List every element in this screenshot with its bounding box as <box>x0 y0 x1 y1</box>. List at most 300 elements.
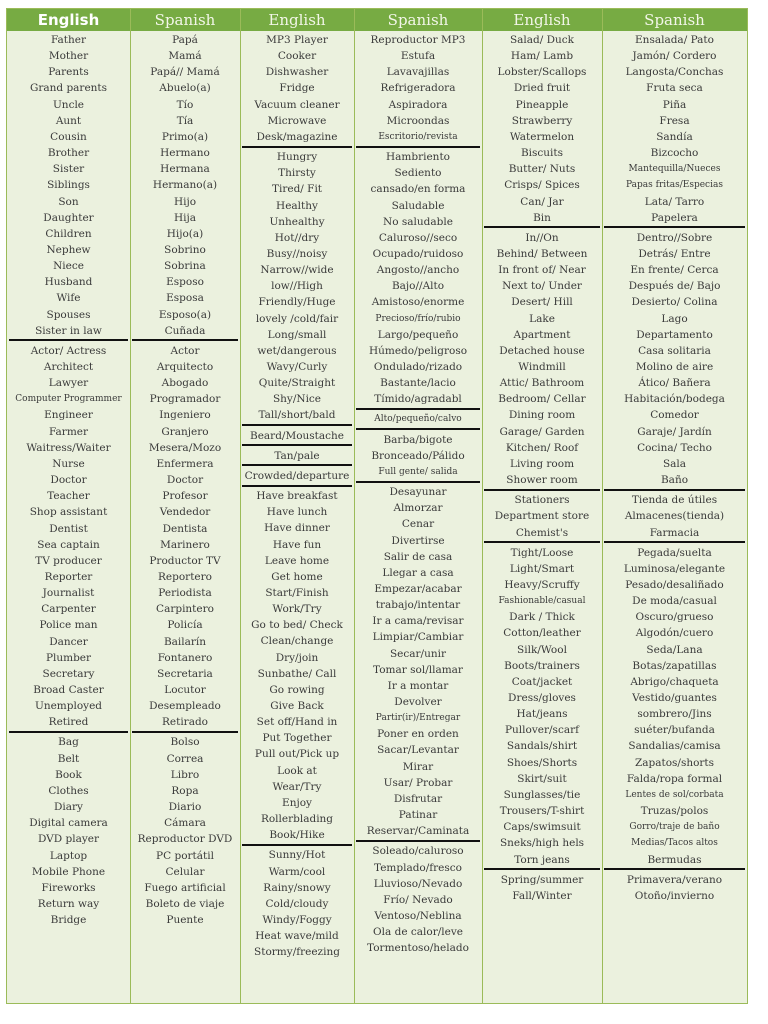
vocab-item: Wavy/Curly <box>266 361 328 373</box>
vocab-item: Windy/Foggy <box>262 913 332 926</box>
vocab-item: Carpintero <box>156 603 214 616</box>
vocab-item: Tan/pale <box>274 449 320 462</box>
vocab-item: Tired/ Fit <box>271 183 323 196</box>
vocab-item: Papas fritas/Especias <box>626 180 723 191</box>
vocab-item: Enfermera <box>156 457 214 470</box>
vocab-item: Grand parents <box>29 82 108 95</box>
group-separator <box>9 339 128 341</box>
vocab-item: Caps/swimsuit <box>503 821 581 834</box>
vocab-item: Divertirse <box>391 534 445 547</box>
vocab-item: Lavavajillas <box>386 66 450 79</box>
vocab-item: Fireworks <box>41 881 96 894</box>
vocab-item: Jamón/ Cordero <box>632 50 717 63</box>
vocab-item: Son <box>58 195 79 208</box>
vocab-item: Go rowing <box>269 683 325 696</box>
vocab-item: Daughter <box>43 211 94 224</box>
vocab-item: Can/ Jar <box>520 195 564 208</box>
vocab-item: Ir a montar <box>387 679 449 692</box>
vocab-item: Secretary <box>42 667 95 680</box>
vocab-item: Largo/pequeño <box>377 328 459 341</box>
vocab-item: suéter/bufanda <box>634 724 715 737</box>
group-separator <box>484 868 600 870</box>
vocab-item: Dry/join <box>275 651 319 664</box>
vocab-item: sombrero/Jins <box>637 708 712 721</box>
vocab-item: Lobster/Scallops <box>497 66 587 79</box>
vocab-item: Shower room <box>506 474 578 487</box>
vocab-item: Locutor <box>164 684 206 696</box>
group-separator <box>356 408 480 410</box>
vocab-item: Strawberry <box>511 114 573 127</box>
vocab-item: Diary <box>54 801 83 814</box>
vocab-item: Return way <box>37 897 100 910</box>
vocab-item: Saludable <box>391 199 445 212</box>
vocab-item: Have dinner <box>264 522 330 535</box>
group-separator <box>604 489 745 491</box>
vocab-item: Algodón/cuero <box>635 627 714 640</box>
vocab-item: Cenar <box>401 518 435 531</box>
vocab-item: Doctor <box>50 474 87 487</box>
header-spanish-2: Spanish <box>387 11 449 29</box>
vocab-item: Garage/ Garden <box>499 425 585 438</box>
header-row <box>7 9 747 31</box>
vocab-item: Desempleado <box>149 700 221 713</box>
vocab-item: Diario <box>168 801 202 814</box>
vocab-item: Cocina/ Techo <box>637 441 712 454</box>
vocab-item: Reportero <box>158 570 212 583</box>
vocab-item: Butter/ Nuts <box>508 163 576 176</box>
vocab-item: Farmer <box>48 425 89 438</box>
vocab-item: Brother <box>47 147 90 160</box>
vocab-item: Puente <box>166 914 204 927</box>
vocab-item: Crisps/ Spices <box>504 179 580 192</box>
vocab-item: Esposo(a) <box>158 308 212 321</box>
vocab-item: Put Together <box>262 732 332 745</box>
vocab-item: Sister <box>52 163 85 176</box>
vocab-item: cansado/en forma <box>370 183 466 196</box>
vocab-item: Esposo <box>166 276 204 289</box>
vocab-item: Arquitecto <box>156 361 214 373</box>
vocab-item: PC portátil <box>156 849 214 862</box>
vocab-item: Parents <box>48 66 89 79</box>
vocab-item: Carpenter <box>41 603 96 616</box>
vocab-item: Spouses <box>46 308 91 321</box>
header-spanish-1: Spanish <box>154 11 216 29</box>
vocab-item: Secar/unir <box>389 647 446 660</box>
vocab-item: Abuelo(a) <box>159 82 211 95</box>
vocab-item: Desert/ Hill <box>511 296 573 309</box>
vocab-item: Sandía <box>656 130 693 143</box>
vocab-item: Bolso <box>170 736 200 749</box>
vocab-item: Thirsty <box>278 167 316 180</box>
vocab-item: Shop assistant <box>29 506 108 519</box>
vocab-item: Botas/zapatillas <box>632 659 717 672</box>
vocab-item: Policía <box>167 619 203 632</box>
vocab-item: Detached house <box>499 344 585 357</box>
vocab-item: Ventoso/Neblina <box>374 909 462 922</box>
vocab-item: Llegar a casa <box>382 566 454 579</box>
vocab-item: Hermano(a) <box>152 179 218 192</box>
vocab-item: Ondulado/rizado <box>373 361 463 373</box>
vocab-item: Book/Hike <box>269 829 325 842</box>
vocab-item: Beard/Moustache <box>249 429 345 442</box>
vocab-item: Have lunch <box>266 506 328 519</box>
vocab-item: Medias/Tacos altos <box>631 838 718 849</box>
vocab-item: Sunbathe/ Call <box>257 667 337 680</box>
vocab-item: Sea captain <box>37 538 100 551</box>
vocab-item: Escritorio/revista <box>378 131 458 142</box>
vocab-item: Sediento <box>394 167 442 180</box>
vocab-item: Salad/ Duck <box>509 34 575 46</box>
vocab-item: Warm/cool <box>268 865 326 878</box>
vocab-item: In front of/ Near <box>498 264 586 277</box>
vocab-item: Sobrina <box>164 260 206 273</box>
vocab-item: Pullover/scarf <box>504 724 579 737</box>
vocab-item: Clothes <box>48 784 89 797</box>
vocab-item: Papá// Mamá <box>150 66 220 79</box>
vocab-item: Have fun <box>272 538 322 551</box>
vocab-item: DVD player <box>37 833 100 846</box>
vocab-item: Apartment <box>513 328 571 341</box>
vocab-item: Plumber <box>45 651 92 664</box>
vocab-item: Engineer <box>44 409 93 422</box>
group-separator <box>604 226 745 228</box>
vocab-item: Uncle <box>52 98 85 111</box>
vocab-item: Oscuro/grueso <box>635 611 714 624</box>
vocab-item: Celular <box>165 865 205 878</box>
vocab-item: Hermano <box>160 147 210 160</box>
vocab-item: Reproductor DVD <box>137 833 233 846</box>
vocab-item: Retirado <box>161 716 209 729</box>
vocab-item: Niece <box>53 260 84 273</box>
vocab-item: Start/Finish <box>265 586 329 599</box>
vocab-item: Poner en orden <box>377 728 459 741</box>
vocab-item: Lluvioso/Nevado <box>373 877 463 890</box>
vocab-item: Trousers/T-shirt <box>499 805 585 818</box>
vocab-item: Hijo <box>173 195 197 208</box>
vocab-item: Hija <box>173 211 197 224</box>
vocab-item: Farmacia <box>649 526 700 539</box>
group-separator <box>356 481 480 483</box>
vocab-item: Pineapple <box>515 98 569 111</box>
vocab-item: Fresa <box>659 114 690 127</box>
header-english-1: English <box>37 11 100 29</box>
vocab-item: Watermelon <box>509 130 575 143</box>
group-separator <box>132 339 238 341</box>
vocab-item: Truzas/polos <box>640 805 709 818</box>
vocab-item: Unemployed <box>34 700 103 713</box>
vocab-item: Coat/jacket <box>511 675 573 688</box>
vocab-item: Microondas <box>386 114 450 127</box>
vocab-item: Sunglasses/tie <box>503 788 581 801</box>
vocab-item: Bastante/lacio <box>380 377 456 390</box>
vocab-item: Ropa <box>171 784 199 797</box>
vocab-item: Hat/jeans <box>516 708 568 721</box>
vocab-item: Pesado/desaliñado <box>625 578 724 591</box>
group-separator <box>604 541 745 543</box>
vocab-item: Clean/change <box>260 635 334 648</box>
vocab-item: Shy/Nice <box>272 393 322 406</box>
vocab-item: Departamento <box>636 328 713 341</box>
vocab-item: Dress/gloves <box>508 692 576 704</box>
vocab-item: Luminosa/elegante <box>623 562 726 575</box>
vocab-item: Aspiradora <box>388 98 448 111</box>
vocab-item: Reproductor MP3 <box>370 34 466 46</box>
vocab-item: Hermana <box>160 163 210 176</box>
vocab-item: Go to bed/ Check <box>251 619 343 632</box>
vocab-item: Get home <box>271 570 323 583</box>
vocab-item: Full gente/ salida <box>378 466 458 477</box>
vocab-item: Stormy/freezing <box>254 946 340 959</box>
vocab-item: Tía <box>176 114 194 127</box>
vocab-item: TV producer <box>35 554 102 567</box>
vocab-item: Limpiar/Cambiar <box>372 631 464 644</box>
vocab-item: In//On <box>525 231 559 244</box>
vocab-item: Periodista <box>158 587 212 600</box>
vocab-item: Templado/fresco <box>374 861 462 874</box>
vocab-item: Baño <box>660 474 689 487</box>
vocab-item: Precioso/frío/rubio <box>375 313 461 324</box>
vocab-item: Computer Programmer <box>15 394 122 405</box>
vocab-item: Rollerblading <box>260 813 334 826</box>
vocab-item: Bizcocho <box>650 147 699 160</box>
vocab-item: Lake <box>529 312 555 325</box>
vocab-item: Fontanero <box>157 651 213 664</box>
vocab-item: Journalist <box>42 587 95 600</box>
vocab-item: Secretaria <box>157 667 213 680</box>
vocab-item: Devolver <box>394 696 442 708</box>
vocab-item: Cotton/leather <box>503 627 581 640</box>
vocab-item: Lawyer <box>48 377 89 390</box>
vocab-item: Friendly/Huge <box>258 296 336 309</box>
vocab-item: Police man <box>39 619 98 632</box>
vocab-item: Primavera/verano <box>626 873 723 886</box>
vocab-item: Aunt <box>55 114 82 127</box>
vocab-item: Unhealthy <box>269 215 325 228</box>
vocab-item: Dark / Thick <box>509 611 575 624</box>
vocab-item: Architect <box>43 361 94 373</box>
vocab-item: Fridge <box>279 82 315 95</box>
vocab-item: Behind/ Between <box>496 247 588 260</box>
vocab-item: Tímido/agradabl <box>374 393 462 406</box>
vocab-item: Usar/ Probar <box>383 776 453 789</box>
header-english-2: English <box>268 11 326 29</box>
vocab-item: Shoes/Shorts <box>506 756 578 769</box>
vocab-item: Stationers <box>514 494 570 507</box>
vocab-item: Healthy <box>276 199 318 212</box>
vocab-item: Ir a cama/revisar <box>372 615 464 628</box>
vocab-item: Ensalada/ Pato <box>635 34 714 46</box>
vocab-item: wet/dangerous <box>257 344 337 357</box>
group-separator <box>356 840 480 842</box>
vocab-item: Esposa <box>166 292 204 305</box>
vocab-item: Mobile Phone <box>31 865 106 878</box>
vocab-item: Mamá <box>168 50 202 63</box>
vocab-item: Ingeniero <box>159 409 211 422</box>
vocab-item: Falda/ropa formal <box>626 772 723 785</box>
vocab-item: Husband <box>44 276 93 289</box>
vocab-item: Empezar/acabar <box>374 582 462 595</box>
vocab-item: Fall/Winter <box>512 889 572 902</box>
vocab-item: Estufa <box>400 50 436 63</box>
vocab-item: Caluroso//seco <box>378 231 458 244</box>
vocab-item: Lago <box>661 312 688 325</box>
vocab-item: Zapatos/shorts <box>634 756 715 769</box>
vocab-item: Lentes de sol/corbata <box>625 789 724 800</box>
vocab-item: Department store <box>494 510 590 523</box>
vocab-item: Fuego artificial <box>144 881 226 894</box>
vocab-item: Leave home <box>264 554 330 567</box>
vocab-item: lovely /cold/fair <box>255 312 339 325</box>
vocab-item: Heavy/Scruffy <box>504 578 580 591</box>
vocab-item: Dining room <box>508 409 576 422</box>
vocab-item: Seda/Lana <box>646 643 703 656</box>
vocab-item: Detrás/ Entre <box>638 247 711 260</box>
vocab-item: Tío <box>176 98 194 111</box>
vocab-item: Ola de calor/leve <box>373 926 463 939</box>
vocab-item: Pull out/Pick up <box>254 748 340 761</box>
vocab-item: De moda/casual <box>632 595 717 608</box>
group-separator <box>242 424 352 426</box>
vocab-item: Silk/Wool <box>517 643 567 656</box>
group-separator <box>9 731 128 733</box>
vocab-item: Granjero <box>161 425 209 438</box>
vocab-item: Doctor <box>166 474 204 487</box>
vocab-item: trabajo/intentar <box>375 599 461 612</box>
vocab-item: Nurse <box>52 457 85 470</box>
vocab-item: Barba/bigote <box>383 433 453 446</box>
vocab-item: MP3 Player <box>266 34 328 46</box>
vocab-item: Cold/cloudy <box>265 897 329 910</box>
vocab-item: Abogado <box>161 377 209 390</box>
vocab-item: Habitación/bodega <box>624 393 725 406</box>
vocab-item: Bedroom/ Cellar <box>498 393 586 406</box>
vocab-item: Después de/ Bajo <box>628 280 721 293</box>
vocab-item: Correa <box>166 752 204 765</box>
vocab-item: Sunny/Hot <box>268 849 326 862</box>
vocab-item: Vestido/guantes <box>632 692 717 704</box>
vocab-item: Sala <box>662 457 687 470</box>
vocab-item: Ático/ Bañera <box>638 377 711 390</box>
vocab-item: Siblings <box>47 179 90 192</box>
vocab-item: No saludable <box>383 215 453 228</box>
vocab-item: Sobrino <box>164 243 206 256</box>
vocab-item: Broad Caster <box>33 684 104 696</box>
vocab-item: Vacuum cleaner <box>254 98 340 111</box>
vocab-item: Digital camera <box>29 817 108 830</box>
vocab-item: Sandalias/camisa <box>628 740 721 753</box>
vocab-item: Cousin <box>50 130 87 143</box>
vocab-item: En frente/ Cerca <box>630 264 719 277</box>
group-separator <box>356 428 480 430</box>
vocab-item: Mirar <box>402 760 434 773</box>
vocab-item: Waitress/Waiter <box>26 441 111 454</box>
vocab-item: Sandals/shirt <box>506 740 578 753</box>
vocab-item: Bermudas <box>647 853 702 866</box>
vocab-item: Bag <box>58 736 79 749</box>
vocab-item: Amistoso/enorme <box>371 296 465 309</box>
vocab-item: low//High <box>271 280 323 293</box>
vocab-item: Soleado/caluroso <box>372 845 464 858</box>
group-separator <box>356 146 480 148</box>
vocab-item: Tormentoso/helado <box>367 942 469 955</box>
vocab-item: Bronceado/Pálido <box>371 449 465 462</box>
vocab-item: Bajo//Alto <box>391 280 445 293</box>
vocab-item: Primo(a) <box>161 130 209 143</box>
vocab-item: Abrigo/chaqueta <box>630 675 719 688</box>
group-separator <box>484 226 600 228</box>
vocab-item: Heat wave/mild <box>255 930 339 943</box>
vocab-item: Piña <box>662 98 687 111</box>
vocab-item: Bin <box>533 211 551 224</box>
vocab-item: Dentro//Sobre <box>636 231 713 244</box>
vocab-item: Tienda de útiles <box>631 494 718 507</box>
vocab-item: Mantequilla/Nueces <box>628 164 721 175</box>
vocab-item: Angosto//ancho <box>376 264 460 277</box>
vocab-item: Long/small <box>267 328 327 341</box>
vocab-item: Ocupado/ruidoso <box>372 247 464 260</box>
vocab-item: Crowded/departure <box>244 469 350 482</box>
vocab-item: Torn jeans <box>514 853 570 866</box>
vocab-item: Mesera/Mozo <box>148 441 222 454</box>
vocab-item: Work/Try <box>272 603 322 616</box>
vocab-item: Busy//noisy <box>266 247 328 260</box>
vocab-item: Retired <box>48 716 89 729</box>
vocab-item: Húmedo/peligroso <box>368 344 468 357</box>
vocab-item: Laptop <box>49 849 88 862</box>
vocab-item: Ham/ Lamb <box>510 50 574 63</box>
vocab-item: Comedor <box>650 409 699 422</box>
vocab-item: Dentist <box>49 522 88 535</box>
vocab-item: Father <box>50 34 87 46</box>
vocab-item: Marinero <box>160 538 210 551</box>
group-separator <box>242 844 352 846</box>
vocab-item: Light/Smart <box>509 562 575 575</box>
vocab-item: Tight/Loose <box>510 546 574 559</box>
vocab-item: Dried fruit <box>513 82 571 95</box>
vocab-item: Give Back <box>270 700 324 712</box>
vocab-item: Windmill <box>518 361 566 373</box>
vocab-item: Bridge <box>50 914 87 927</box>
vocab-item: Next to/ Under <box>502 280 582 293</box>
vocab-item: Frío/ Nevado <box>383 893 453 906</box>
vocab-item: Have breakfast <box>256 490 338 503</box>
vocab-item: Desk/magazine <box>256 130 338 143</box>
vocab-item: Kitchen/ Roof <box>505 441 579 454</box>
vocab-item: Disfrutar <box>393 792 443 805</box>
vocab-item: Enjoy <box>282 796 312 809</box>
vocab-item: Dishwasher <box>265 66 329 79</box>
vocab-item: Casa solitaria <box>638 344 711 357</box>
vocab-item: Quite/Straight <box>258 377 336 390</box>
vocab-item: Hambriento <box>386 151 450 164</box>
header-spanish-3: Spanish <box>644 11 705 29</box>
vocab-item: Boleto de viaje <box>145 897 225 910</box>
vocab-item: Cámara <box>164 817 206 830</box>
vocab-item: Living room <box>509 457 575 470</box>
vocab-item: Cooker <box>277 50 317 63</box>
vocab-item: Fashionable/casual <box>498 596 586 607</box>
vocab-item: Profesor <box>162 490 208 503</box>
vocab-item: Sneks/high hels <box>499 837 585 850</box>
vocab-item: Boots/trainers <box>504 659 580 672</box>
vocab-item: Langosta/Conchas <box>625 66 724 79</box>
vocab-item: Wear/Try <box>272 780 322 793</box>
vocab-item: Tomar sol/llamar <box>373 663 463 676</box>
vocab-item: Vendedor <box>159 506 211 519</box>
vocab-item: Molino de aire <box>635 361 714 373</box>
vocab-item: Lata/ Tarro <box>644 195 705 208</box>
vocab-item: Gorro/traje de baño <box>629 822 720 833</box>
